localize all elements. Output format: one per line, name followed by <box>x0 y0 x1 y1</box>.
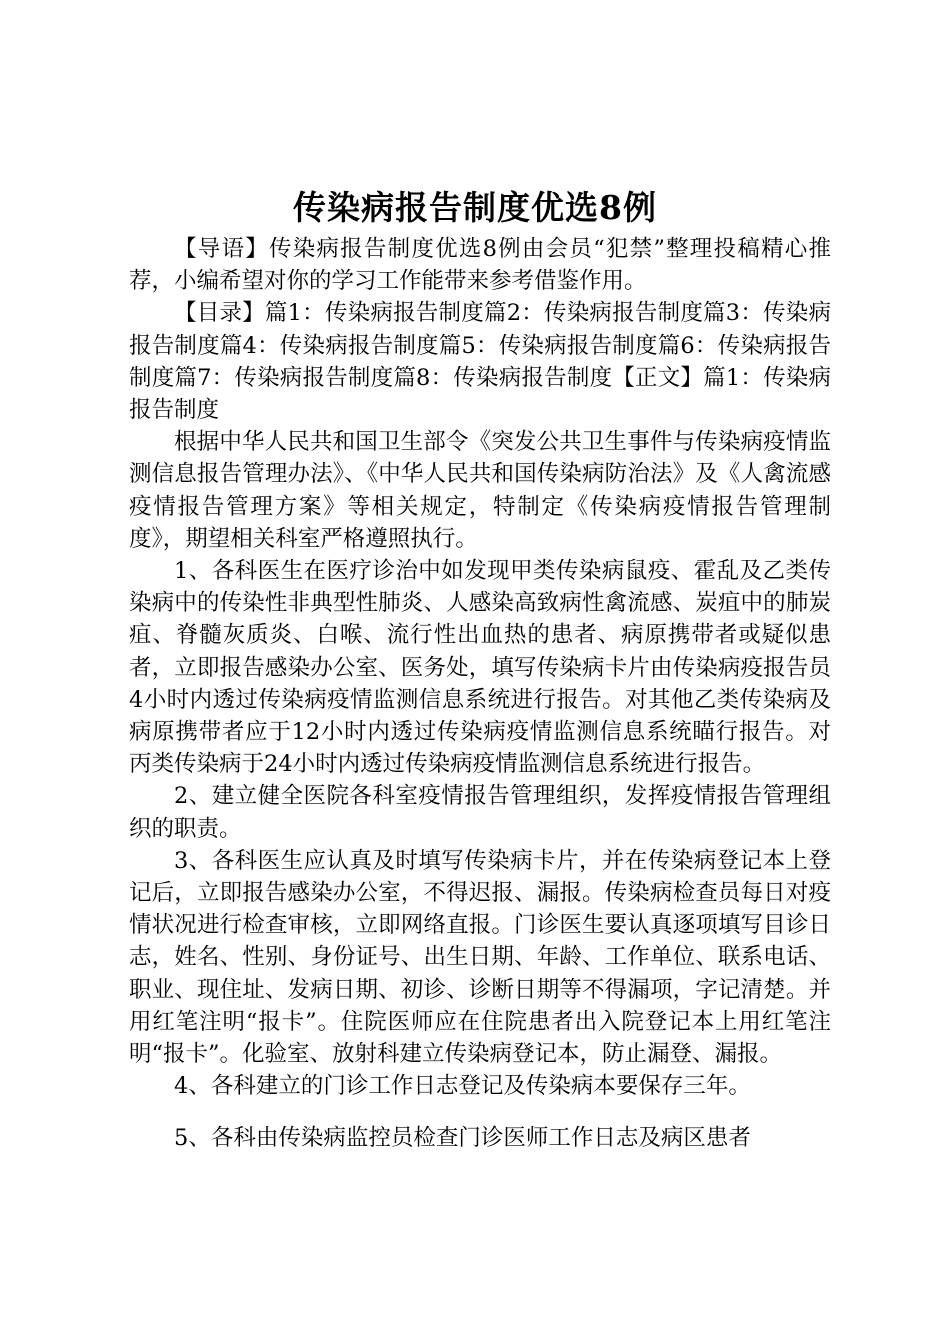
paragraph-item-4: 4、各科建立的门诊工作日志登记及传染病本要保存三年。 <box>174 1073 751 1100</box>
document-title: 传染病报告制度优选8例 <box>293 188 657 227</box>
paragraph-intro: 【导语】传染病报告制度优选8例由会员“犯禁”整理投稿精心推荐，小编希望对你的学习工作能带来参考借鉴作用。 <box>129 236 831 295</box>
paragraph-item-3: 3、各科医生应认真及时填写传染病卡片，并在传染病登记本上登记后，立即报告感染办公室，不得迟报、漏报。传染病检查员每日对疫情状况进行检查审核，立即网络直报。门诊医生要认真逐项填写目诊日志，姓名、性别、身份证号、出生日期、年龄、工作单位、联系电话、职业、现住址、发病日期、初诊、诊断日期等不得漏项，字记清楚。并用红笔注明“报卡”。住院医师应在住院患者出入院登记本上用红笔注明“报卡”。化验室、放射科建立传染病登记本，防止漏登、漏报。 <box>129 847 831 1068</box>
document-body <box>129 233 831 1155</box>
paragraph-contents: 【目录】篇1：传染病报告制度篇2：传染病报告制度篇3：传染病报告制度篇4：传染病报告制度篇5：传染病报告制度篇6：传染病报告制度篇7：传染病报告制度篇8：传染病报告制度【正文】篇1：传染病报告制度 <box>129 300 831 424</box>
paragraph-item-2: 2、建立健全医院各科室疫情报告管理组织，发挥疫情报告管理组织的职责。 <box>129 783 831 842</box>
paragraph-item-5: 5、各科由传染病监控员检查门诊医师工作日志及病区患者 <box>174 1125 751 1152</box>
paragraph-preamble: 根据中华人民共和国卫生部令《突发公共卫生事件与传染病疫情监测信息报告管理办法》、《中华人民共和国传染病防治法》及《人禽流感疫情报告管理方案》等相关规定，特制定《传染病疫情报告管理制度》，期望相关科室严格遵照执行。 <box>129 429 831 552</box>
paragraph-item-1: 1、各科医生在医疗诊治中如发现甲类传染病鼠疫、霍乱及乙类传染病中的传染性非典型性肺炎、人感染高致病性禽流感、炭疽中的肺炭疽、脊髓灰质炎、白喉、流行性出血热的患者、病原携带者或疑似患者，立即报告感染办公室、医务处，填写传染病卡片由传染病疫报告员4小时内透过传染病疫情监测信息系统进行报告。对其他乙类传染病及病原携带者应于12小时内透过传染病疫情监测信息系统瞄行报告。对丙类传染病于24小时内透过传染病疫情监测信息系统进行报告。 <box>129 558 831 778</box>
